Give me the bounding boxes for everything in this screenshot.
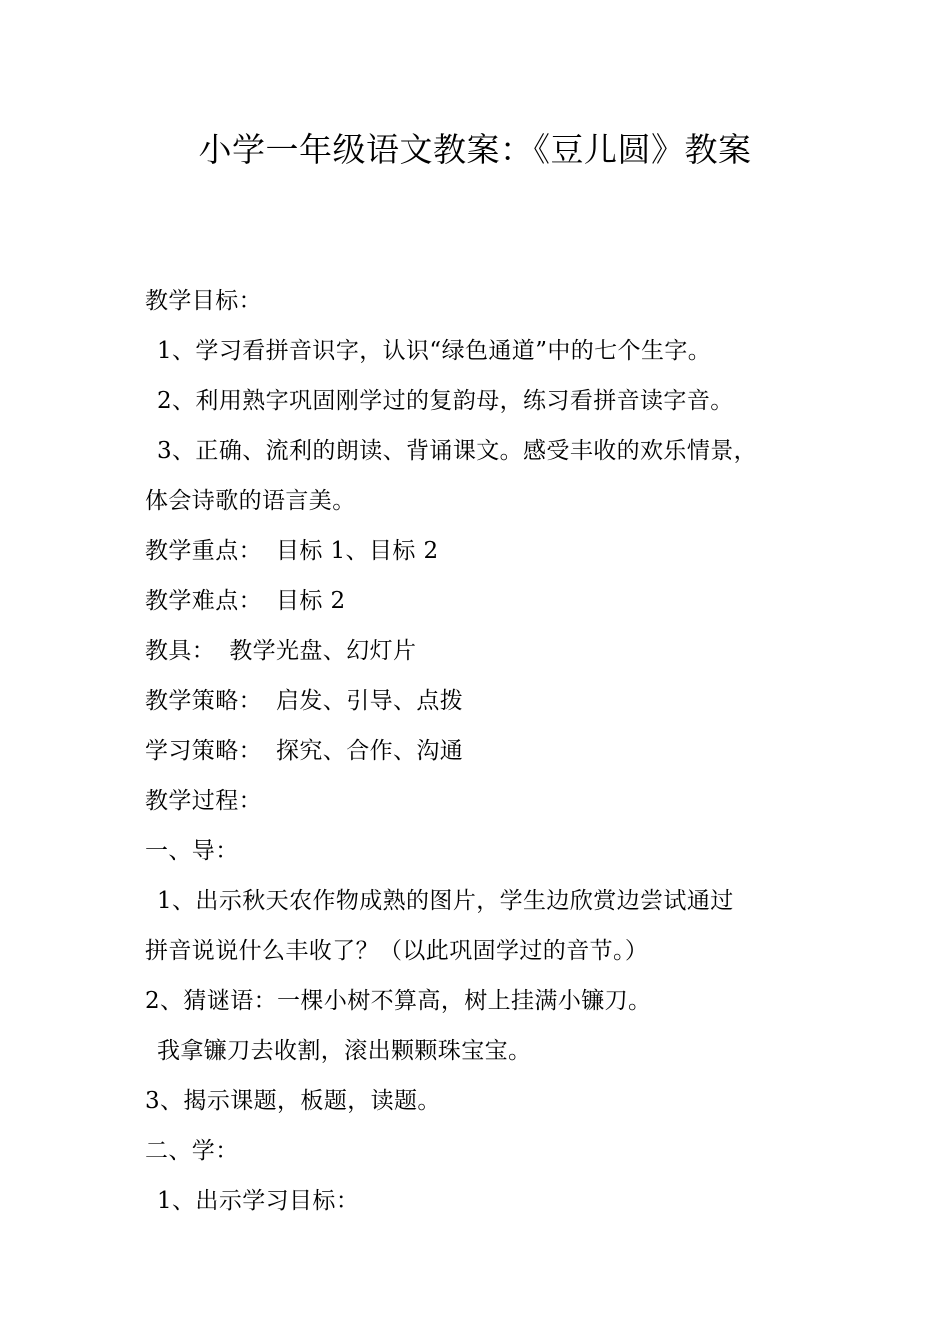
step-1-2: 2、猜谜语：一棵小树不算高，树上挂满小镰刀。	[145, 988, 652, 1014]
tools-label: 教具：	[145, 638, 216, 664]
step-1-3: 3、揭示课题，板题，读题。	[145, 1088, 441, 1114]
goal-item-3-continued: 体会诗歌的语言美。	[145, 488, 356, 514]
tools-row	[145, 626, 835, 676]
goal-item-3: 3、正确、流利的朗读、背诵课文。感受丰收的欢乐情景，	[157, 438, 758, 464]
teaching-strategy-row	[145, 676, 835, 726]
learning-strategy-label: 学习策略：	[145, 738, 262, 764]
learning-strategy-row	[145, 726, 835, 776]
section-heading-2: 二、学：	[145, 1138, 239, 1164]
teaching-strategy-value: 启发、引导、点拨	[276, 688, 464, 714]
step-1-1: 1、出示秋天农作物成熟的图片，学生边欣赏边尝试通过	[157, 888, 734, 914]
difficulties-row	[145, 576, 835, 626]
difficulties-value: 目标 2	[276, 588, 346, 614]
key-points-label: 教学重点：	[145, 538, 262, 564]
key-points-row	[145, 526, 835, 576]
step-2-1: 1、出示学习目标：	[157, 1188, 360, 1214]
document-body	[145, 276, 835, 1226]
document-title: 小学一年级语文教案：《豆儿圆》教案	[198, 130, 752, 169]
key-points-value: 目标 1、目标 2	[276, 538, 439, 564]
process-heading: 教学过程：	[145, 788, 262, 814]
step-1-2-continued: 我拿镰刀去收割，滚出颗颗珠宝宝。	[157, 1038, 532, 1064]
step-1-1-continued: 拼音说说什么丰收了？（以此巩固学过的音节。）	[145, 938, 649, 964]
learning-strategy-value: 探究、合作、沟通	[276, 738, 464, 764]
tools-value: 教学光盘、幻灯片	[229, 638, 417, 664]
section-heading-1: 一、导：	[145, 838, 239, 864]
difficulties-label: 教学难点：	[145, 588, 262, 614]
goals-heading: 教学目标：	[145, 288, 262, 314]
teaching-strategy-label: 教学策略：	[145, 688, 262, 714]
goal-item-2: 2、利用熟字巩固刚学过的复韵母，练习看拼音读字音。	[157, 388, 734, 414]
goal-item-1: 1、学习看拼音识字，认识“绿色通道”中的七个生字。	[157, 338, 712, 364]
